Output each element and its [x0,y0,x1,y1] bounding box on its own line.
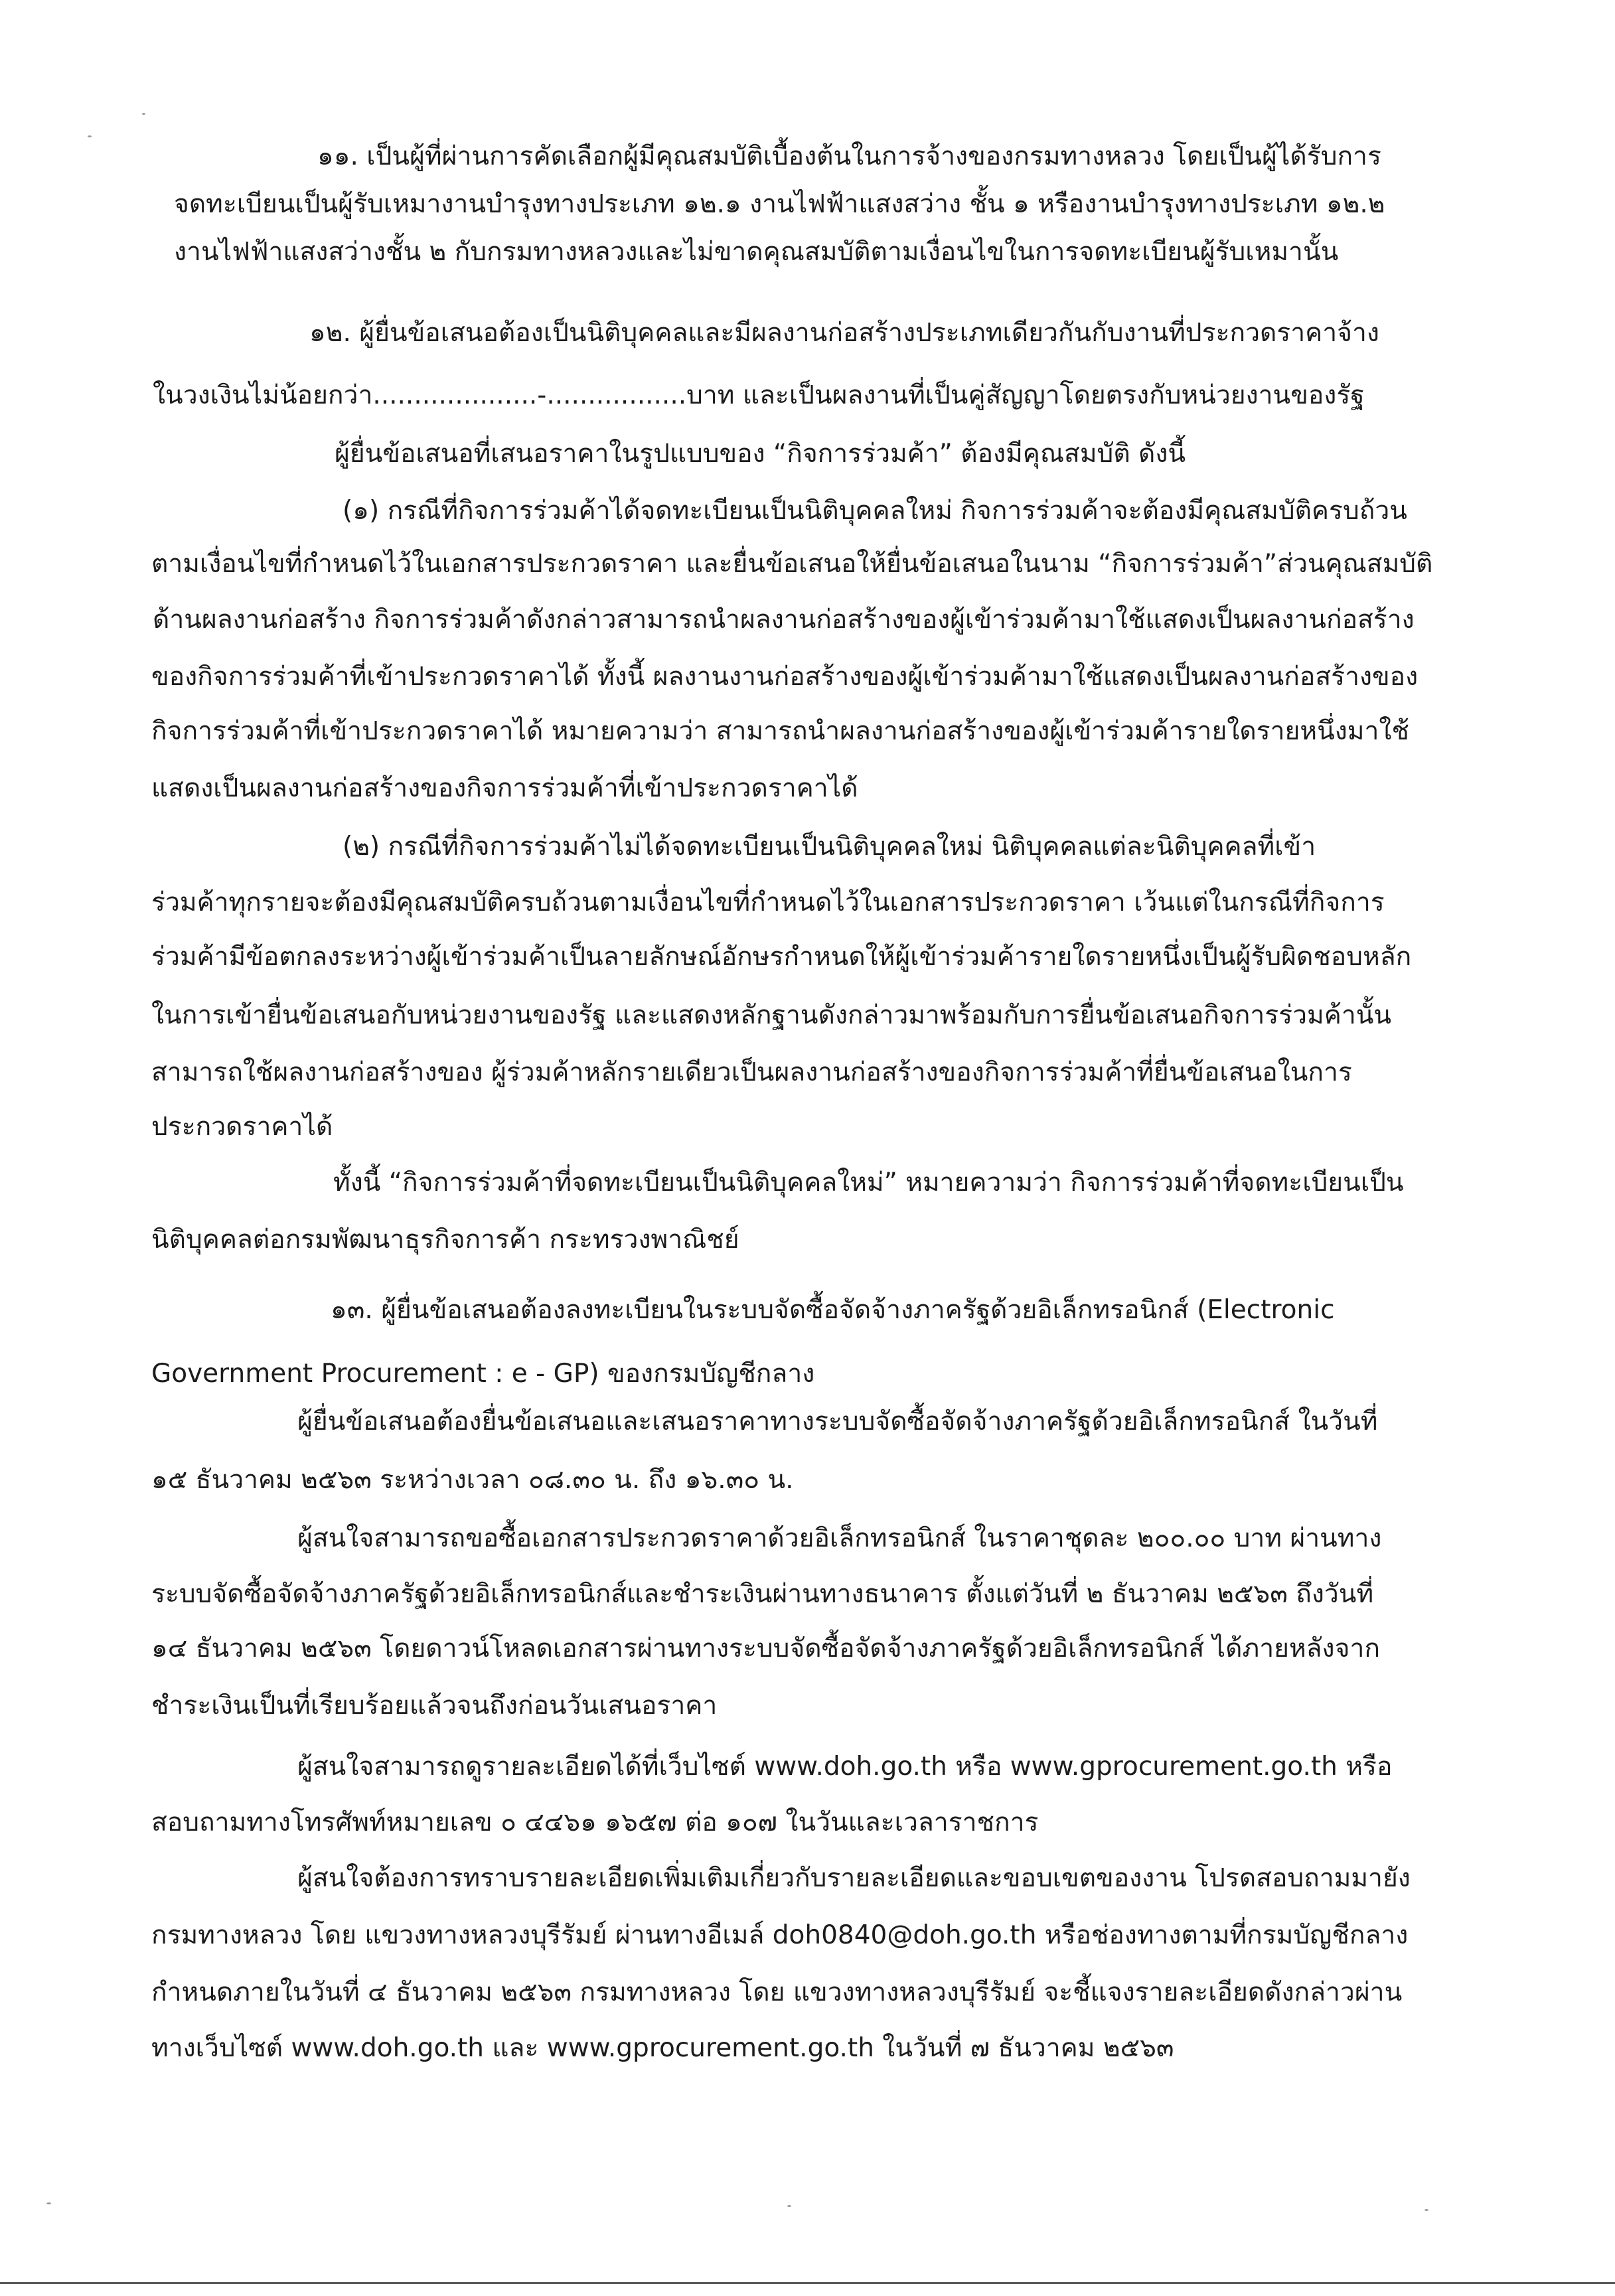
text-line: ผู้สนใจสามารถขอซื้อเอกสารประกวดราคาด้วยอิเล็กทรอนิกส์ ในราคาชุดละ ๒๐๐.๐๐ บาท ผ่านทาง [297,1523,1382,1553]
text-line: (๑) กรณีที่กิจการร่วมค้าได้จดทะเบียนเป็นนิติบุคคลใหม่ กิจการร่วมค้าจะต้องมีคุณสมบัติครบถ้วน [343,496,1407,526]
text-line: นิติบุคคลต่อกรมพัฒนาธุรกิจการค้า กระทรวงพาณิชย์ [151,1225,739,1255]
text-line: ๑๑. เป็นผู้ที่ผ่านการคัดเลือกผู้มีคุณสมบัติเบื้องต้นในการจ้างของกรมทางหลวง โดยเป็นผู้ได้รับการ [317,141,1381,171]
text-line: จดทะเบียนเป็นผู้รับเหมางานบำรุงทางประเภท ๑๒.๑ งานไฟฟ้าแสงสว่าง ชั้น ๑ หรืองานบำรุงทางประเภท ๑๒.๒ [174,189,1385,219]
text-line: ๑๒. ผู้ยื่นข้อเสนอต้องเป็นนิติบุคคลและมีผลงานก่อสร้างประเภทเดียวกันกับงานที่ประกวดราคาจ้าง [309,318,1379,348]
text-line: ผู้สนใจต้องการทราบรายละเอียดเพิ่มเติมเกี่ยวกับรายละเอียดและขอบเขตของงาน โปรดสอบถามมายัง [297,1863,1411,1893]
text-line: สอบถามทางโทรศัพท์หมายเลข ๐ ๔๔๖๑ ๑๖๕๗ ต่อ ๑๐๗ ในวันและเวลาราชการ [151,1807,1039,1837]
text-line: ของกิจการร่วมค้าที่เข้าประกวดราคาได้ ทั้งนี้ ผลงานงานก่อสร้างของผู้เข้าร่วมค้ามาใช้แสดงเป็นผลงานก่อสร้างของ [151,662,1419,692]
scan-speck [88,135,92,137]
text-line: ระบบจัดซื้อจัดจ้างภาครัฐด้วยอิเล็กทรอนิกส์และชำระเงินผ่านทางธนาคาร ตั้งแต่วันที่ ๒ ธันวาคม ๒๕๖๓ ถึงวันที่ [151,1579,1374,1609]
scan-speck [142,113,145,115]
text-line: สามารถใช้ผลงานก่อสร้างของ ผู้ร่วมค้าหลักรายเดียวเป็นผลงานก่อสร้างของกิจการร่วมค้าที่ยื่นข้อเสนอในการ [151,1057,1352,1087]
scan-edge-line [0,2282,1615,2284]
text-line: ในการเข้ายื่นข้อเสนอกับหน่วยงานของรัฐ และแสดงหลักฐานดังกล่าวมาพร้อมกับการยื่นข้อเสนอกิจการร่วมค้านั้น [151,1000,1392,1030]
text-line: ผู้ยื่นข้อเสนอต้องยื่นข้อเสนอและเสนอราคาทางระบบจัดซื้อจัดจ้างภาครัฐด้วยอิเล็กทรอนิกส์ ในวันที่ [297,1407,1378,1436]
text-line: ร่วมค้ามีข้อตกลงระหว่างผู้เข้าร่วมค้าเป็นลายลักษณ์อักษรกำหนดให้ผู้เข้าร่วมค้ารายใดรายหนึ่งเป็นผู้รับผิดชอบหลัก [151,942,1412,972]
text-line: ตามเงื่อนไขที่กำหนดไว้ในเอกสารประกวดราคา และยื่นข้อเสนอให้ยื่นข้อเสนอในนาม “กิจการร่วมค้า”ส่วนคุณสมบัติ [151,549,1433,579]
text-line: กำหนดภายในวันที่ ๔ ธันวาคม ๒๕๖๓ กรมทางหลวง โดย แขวงทางหลวงบุรีรัมย์ จะชี้แจงรายละเอียดดังกล่าวผ่าน [151,1977,1403,2007]
text-line: กิจการร่วมค้าที่เข้าประกวดราคาได้ หมายความว่า สามารถนำผลงานก่อสร้างของผู้เข้าร่วมค้ารายใดรายหนึ่งมาใช้ [151,716,1409,746]
text-line: ร่วมค้าทุกรายจะต้องมีคุณสมบัติครบถ้วนตามเงื่อนไขที่กำหนดไว้ในเอกสารประกวดราคา เว้นแต่ในกรณีที่กิจการ [151,887,1385,917]
text-line: (๒) กรณีที่กิจการร่วมค้าไม่ได้จดทะเบียนเป็นนิติบุคคลใหม่ นิติบุคคลแต่ละนิติบุคคลที่เข้า [343,832,1316,862]
text-line: ทั้งนี้ “กิจการร่วมค้าที่จดทะเบียนเป็นนิติบุคคลใหม่” หมายความว่า กิจการร่วมค้าที่จดทะเบียนเป็น [333,1168,1404,1197]
text-line: แสดงเป็นผลงานก่อสร้างของกิจการร่วมค้าที่เข้าประกวดราคาได้ [151,773,858,803]
scan-speck [1424,2209,1428,2211]
text-line: ทางเว็บไซต์ www.doh.go.th และ www.gprocurement.go.th ในวันที่ ๗ ธันวาคม ๒๕๖๓ [151,2033,1174,2063]
text-line: ผู้ยื่นข้อเสนอที่เสนอราคาในรูปแบบของ “กิจการร่วมค้า” ต้องมีคุณสมบัติ ดังนี้ [335,439,1186,469]
text-line: Government Procurement : e - GP) ของกรมบัญชีกลาง [151,1359,815,1389]
text-line: ๑๓. ผู้ยื่นข้อเสนอต้องลงทะเบียนในระบบจัดซื้อจัดจ้างภาครัฐด้วยอิเล็กทรอนิกส์ (Electronic [331,1295,1335,1325]
text-line: ผู้สนใจสามารถดูรายละเอียดได้ที่เว็บไซต์ www.doh.go.th หรือ www.gprocurement.go.th หรือ [297,1752,1393,1782]
text-line: ในวงเงินไม่น้อยกว่า....................-.................บาท และเป็นผลงานที่เป็นคู่สัญญาโดยตรงกับหน่วยงานของรัฐ [153,380,1365,410]
text-line: งานไฟฟ้าแสงสว่างชั้น ๒ กับกรมทางหลวงและไม่ขาดคุณสมบัติตามเงื่อนไขในการจดทะเบียนผู้รับเหมานั้น [174,237,1339,267]
text-line: ๑๕ ธันวาคม ๒๕๖๓ ระหว่างเวลา ๐๘.๓๐ น. ถึง ๑๖.๓๐ น. [151,1465,794,1495]
text-line: ๑๔ ธันวาคม ๒๕๖๓ โดยดาวน์โหลดเอกสารผ่านทางระบบจัดซื้อจัดจ้างภาครัฐด้วยอิเล็กทรอนิกส์ ได้ภายหลังจาก [151,1634,1380,1663]
text-line: ชำระเงินเป็นที่เรียบร้อยแล้วจนถึงก่อนวันเสนอราคา [151,1691,718,1721]
scan-speck [787,2205,791,2207]
scan-speck [46,2202,51,2204]
text-line: กรมทางหลวง โดย แขวงทางหลวงบุรีรัมย์ ผ่านทางอีเมล์ doh0840@doh.go.th หรือช่องทางตามที่กรมบัญชีกลาง [151,1920,1409,1950]
text-line: ด้านผลงานก่อสร้าง กิจการร่วมค้าดังกล่าวสามารถนำผลงานก่อสร้างของผู้เข้าร่วมค้ามาใช้แสดงเป็นผลงานก่อสร้าง [153,605,1415,635]
text-line: ประกวดราคาได้ [151,1112,333,1142]
